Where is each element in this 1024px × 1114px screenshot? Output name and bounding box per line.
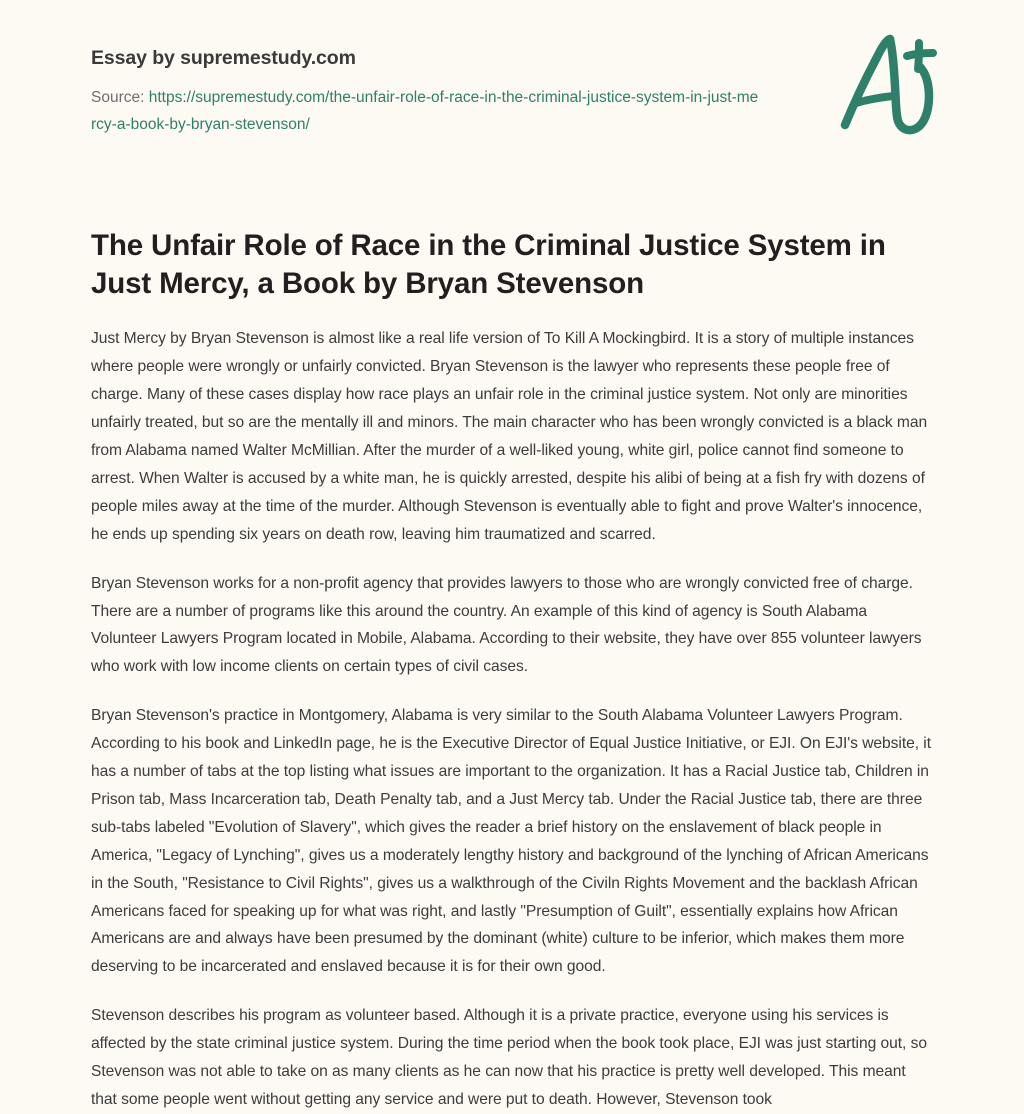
source-url-link[interactable]: https://supremestudy.com/the-unfair-role-of-race-in-the-criminal-justice-system-in-just-mercy-a-book-by-bryan-stevenson/ — [91, 89, 759, 133]
a-plus-logo-icon — [832, 24, 952, 144]
body-paragraph: Bryan Stevenson's practice in Montgomery, Alabama is very similar to the South Alabama Volunteer Lawyers Program. According to his book and LinkedIn page, he is the Executive Director of Equal Justice Initiative, or EJI. On EJI's website, it has a number of tabs at the top listing what issues are important to the organization. It has a Racial Justice tab, Children in Prison tab, Mass Incarceration tab, Death Penalty tab, and a Just Mercy tab. Under the Racial Justice tab, there are three sub-tabs labeled "Evolution of Slavery", which gives the reader a brief history on the enslavement of black people in America, "Legacy of Lynching", gives us a moderately lengthy history and background of the lynching of African Americans in the South, "Resistance to Civil Rights", gives us a walkthrough of the Civiln Rights Movement and the backlash African Americans faced for speaking up for what was right, and lastly "Presumption of Guilt", essentially explains how African Americans are and always have been presumed by the dominant (white) culture to be inferior, which makes them more deserving to be incarcerated and enslaved because it is for their own good. — [91, 707, 931, 976]
body-paragraph: Just Mercy by Bryan Stevenson is almost like a real life version of To Kill A Mockingbird. It is a story of multiple instances where people were wrongly or unfairly convicted. Bryan Stevenson is the lawyer who represents these people free of charge. Many of these cases display how race plays an unfair role in the criminal justice system. Not only are minorities unfairly treated, but so are the mentally ill and minors. The main character who has been wrongly convicted is a black man from Alabama named Walter McMillian. After the murder of a well-liked young, white girl, police cannot find someone to arrest. When Walter is accused by a white man, he is quickly arrested, despite his alibi of being at a fish fry with dozens of people miles away at the time of the murder. Although Stevenson is eventually able to fight and prove Walter's innocence, he ends up spending six years on death row, leaving him traumatized and scarred. — [91, 330, 928, 543]
body-paragraph: Bryan Stevenson works for a non-profit agency that provides lawyers to those who are wrongly convicted free of charge. There are a number of programs like this around the country. An example of this kind of agency is South Alabama Volunteer Lawyers Program located in Mobile, Alabama. According to their website, they have over 855 volunteer lawyers who work with low income clients on certain types of civil cases. — [91, 574, 922, 676]
body-paragraph: Stevenson describes his program as volunteer based. Although it is a private practice, everyone using his services is affected by the state criminal justice system. During the time period when the book took place, EJI was just starting out, so Stevenson was not able to take on as many clients as he can now that his practice is pretty well developed. This meant that some people went without getting any service and were put to death. However, Stevenson took — [91, 1007, 927, 1108]
essay-body — [91, 303, 933, 1114]
source-line — [91, 85, 763, 138]
page-title: The Unfair Role of Race in the Criminal Justice System in Just Mercy, a Book by Bryan Stevenson — [91, 228, 886, 300]
document-header — [91, 0, 933, 139]
essay-byline: Essay by supremestudy.com — [91, 47, 356, 69]
source-label: Source: — [91, 89, 145, 107]
